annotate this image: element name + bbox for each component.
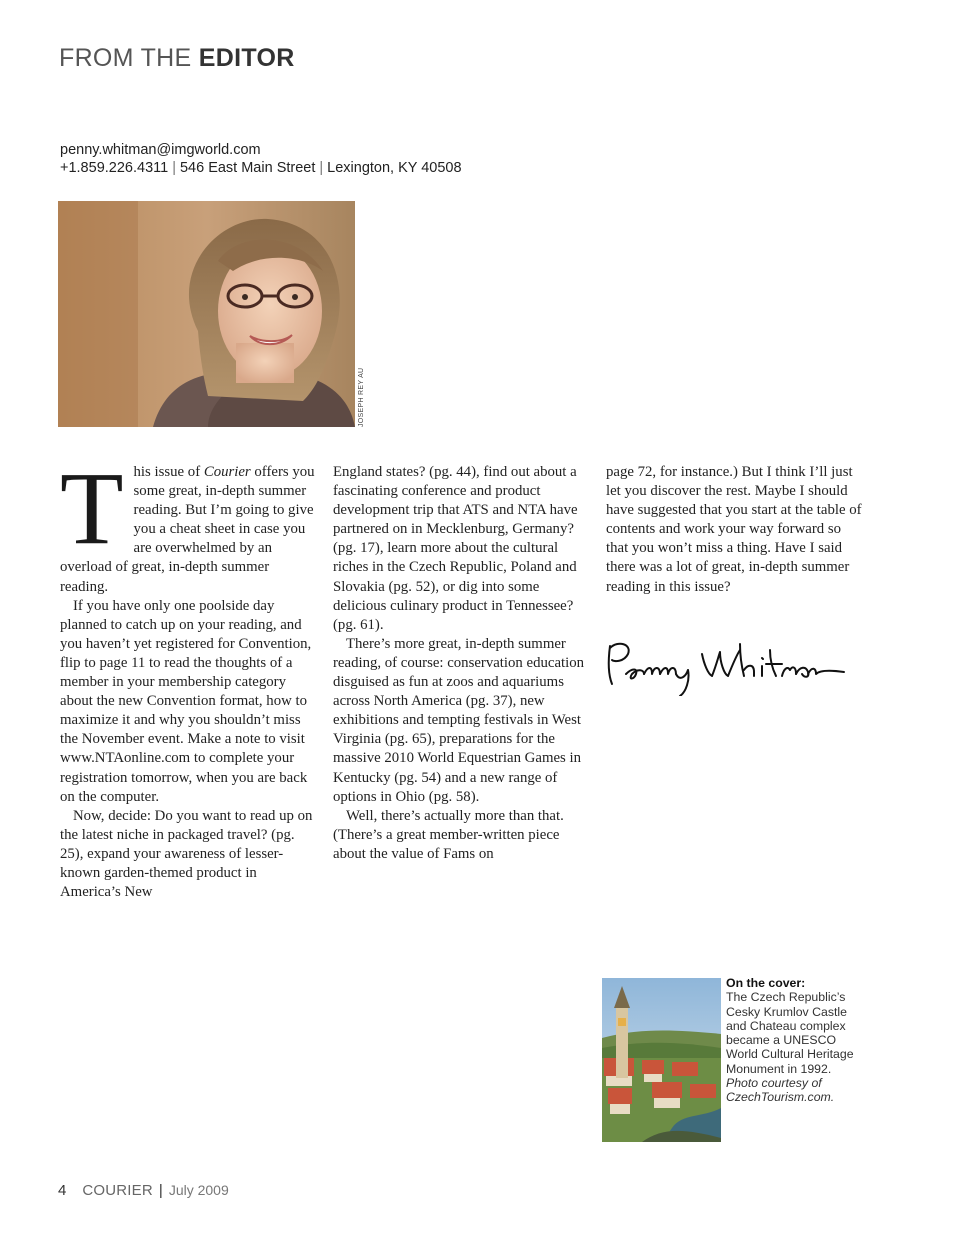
- title-light: FROM THE: [59, 44, 199, 72]
- article-paragraph: page 72, for instance.) But I think I’ll just let you discover the rest. Maybe I should have suggested that you start at the table of contents and work your way forward so that you won’t miss a thing. Have I said there was a lot of great, in-depth summer reading in this issue?: [606, 464, 862, 595]
- editor-signature: [604, 636, 849, 701]
- editor-phone: +1.859.226.4311: [60, 160, 169, 176]
- separator: |: [172, 160, 176, 176]
- editor-contact: [60, 141, 462, 177]
- article-paragraph: England states? (pg. 44), find out about a fascinating conference and product development trip that ATS and NTA have partnered on in Mecklenburg, Germany? (pg. 17), learn more about the cultural riches in the Czech Republic, Poland and Slovakia (pg. 52), or dig into some delicious culinary product in Tennessee? (pg. 61).: [333, 464, 578, 633]
- p1-text-b: offers you some great, in-depth summer reading. But I’m going to give you a cheat sheet in case you are overwhelmed by an overload of great, in-depth summer reading.: [60, 464, 315, 595]
- drop-cap: T: [60, 451, 124, 566]
- article-paragraph: [60, 451, 318, 597]
- cover-caption-body: The Czech Republic’s Cesky Krumlov Castle and Chateau complex became a UNESCO World Cultural Heritage Monument in 1992.: [726, 990, 854, 1076]
- article-paragraph: There’s more great, in-depth summer reading, of course: conservation education disguised as fun at zoos and aquariums across North America (pg. 37), new exhibitions and tempting festivals in West Virginia (pg. 65), preparations for the massive 2010 World Equestrian Games in Kentucky (pg. 54) and a new range of options in Ohio (pg. 58).: [333, 635, 585, 805]
- editor-city: Lexington, KY 40508: [327, 160, 462, 176]
- cover-photo-cesky-krumlov: [602, 978, 721, 1142]
- contact-address-line: [60, 159, 462, 177]
- title-bold: EDITOR: [198, 44, 295, 72]
- page-number: 4: [58, 1182, 67, 1199]
- footer-separator: |: [158, 1182, 163, 1199]
- magazine-title: COURIER: [82, 1182, 153, 1199]
- cover-caption-title: On the cover:: [726, 976, 806, 990]
- article-paragraph: If you have only one poolside day planned to catch up on your reading, and you haven’t yet registered for Convention, flip to page 11 to read the thoughts of a member in your membership category about the new Convention format, how to maximize it and why you shouldn’t miss the November event. Make a note to visit www.NTAonline.com to complete your registration tomorrow, when you are back on the computer.: [60, 597, 312, 805]
- article-column-1: [60, 451, 318, 902]
- article-paragraph: Well, there’s actually more than that. (There’s a great member-written piece about the value of Fams on: [333, 807, 564, 862]
- page-title: [59, 44, 295, 73]
- issue-date: July 2009: [168, 1182, 229, 1198]
- article-column-2: [333, 463, 591, 864]
- editor-street: 546 East Main Street: [179, 160, 316, 176]
- cover-caption: [726, 976, 866, 1105]
- cover-caption-credit: Photo courtesy of CzechTourism.com.: [726, 1076, 835, 1105]
- page-footer: [58, 1182, 229, 1200]
- magazine-name: Courier: [203, 464, 251, 480]
- editor-email[interactable]: penny.whitman@imgworld.com: [60, 142, 261, 158]
- separator: |: [319, 160, 324, 176]
- p1-text-a: his issue of: [133, 464, 204, 480]
- editor-portrait: [58, 201, 355, 427]
- photo-credit: JOSEPH REY AU: [358, 367, 365, 427]
- article-paragraph: Now, decide: Do you want to read up on the latest niche in packaged travel? (pg. 25), expand your awareness of lesser-known garden-themed product in America’s New: [60, 807, 313, 901]
- article-column-3: [606, 463, 864, 597]
